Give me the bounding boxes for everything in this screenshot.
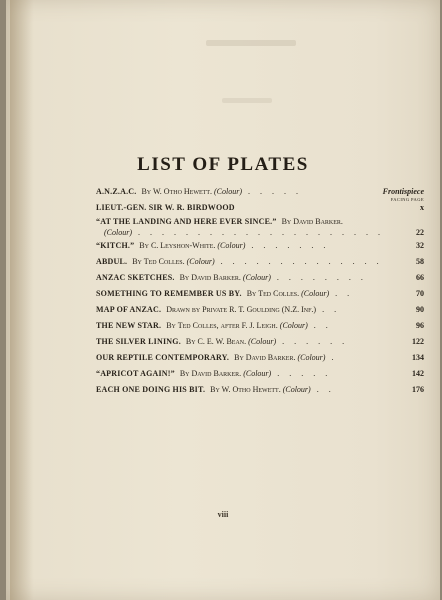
plate-credit: By Ted Colles. — [246, 289, 300, 298]
plate-credit: By David Barker. — [179, 369, 242, 378]
dot-leader: . . . . . . . . . . . . . . . . . . . . . — [138, 228, 384, 237]
plate-credit: By C. Leyshon-White. — [139, 241, 216, 250]
plate-page: 32 — [416, 241, 424, 250]
plate-name: THE NEW STAR. — [96, 321, 162, 330]
dot-leader: . . . . . — [248, 187, 303, 196]
plate-name: THE SILVER LINING. — [96, 337, 181, 346]
plate-credit: Drawn by Private R. T. Goulding (N.Z. Inf.) — [166, 305, 317, 314]
plate-page: 96 — [416, 321, 424, 330]
plate-credit: By W. Otho Hewett. — [210, 385, 281, 394]
plate-name: MAP OF ANZAC. — [96, 305, 162, 314]
plate-credit: By David Barker. — [179, 273, 241, 282]
plate-page: 70 — [416, 289, 424, 298]
dot-leader: . — [331, 353, 338, 362]
plate-page: 176 — [412, 385, 424, 394]
plate-name: ANZAC SKETCHES. — [96, 273, 175, 282]
book-page — [6, 0, 440, 600]
plate-name: LIEUT.-GEN. SIR W. R. BIRDWOOD — [96, 203, 235, 212]
plate-name: SOMETHING TO REMEMBER US BY. — [96, 289, 242, 298]
facing-page-label: FACING PAGE — [390, 197, 424, 202]
plate-entry — [96, 216, 426, 238]
plate-name: EACH ONE DOING HIS BIT. — [96, 385, 206, 394]
plate-entry — [96, 184, 426, 200]
plate-name: A.N.Z.A.C. — [96, 187, 137, 196]
bleed-through-mark — [222, 98, 272, 103]
plate-entry — [96, 302, 426, 318]
plate-entry — [96, 270, 426, 286]
plate-note: (Colour) — [104, 228, 132, 237]
plate-note: (Colour) — [243, 369, 272, 378]
plate-entry — [96, 350, 426, 366]
plate-name: OUR REPTILE CONTEMPORARY. — [96, 353, 230, 362]
page-title: LIST OF PLATES — [137, 154, 309, 175]
plate-credit: By David Barker. — [281, 217, 343, 226]
plate-note: (Colour) — [282, 385, 311, 394]
dot-leader: . . . . . . . — [251, 241, 330, 250]
plate-page: 122 — [412, 337, 424, 346]
plate-page: 66 — [416, 273, 424, 282]
plate-page: x — [420, 203, 424, 212]
dot-leader: . . — [313, 321, 332, 330]
plate-credit: By Ted Colles, after F. J. Leigh. — [166, 321, 278, 330]
plate-page: 58 — [416, 257, 424, 266]
plate-note: (Colour) — [214, 187, 243, 196]
dot-leader: . . . . . — [277, 369, 332, 378]
plate-page: Frontispiece — [382, 187, 424, 196]
plates-list — [96, 184, 426, 398]
plate-entry — [96, 334, 426, 350]
plate-entry — [96, 254, 426, 270]
plate-entry — [96, 382, 426, 398]
plate-page: 142 — [412, 369, 424, 378]
plate-page: 22 — [416, 228, 424, 237]
page-folio: viii — [217, 510, 229, 519]
plate-entry — [96, 200, 426, 216]
dot-leader: . . . . . . . . — [276, 273, 367, 282]
dot-leader: . . — [335, 289, 354, 298]
dot-leader: . . . . . . — [282, 337, 349, 346]
plate-entry — [96, 286, 426, 302]
plate-note: (Colour) — [248, 337, 277, 346]
plate-name: ABDUL. — [96, 257, 128, 266]
plate-name: “AT THE LANDING AND HERE EVER SINCE.” — [96, 217, 277, 226]
plate-entry — [96, 238, 426, 254]
dot-leader: . . — [316, 385, 335, 394]
plate-credit: By C. E. W. Bean. — [185, 337, 247, 346]
plate-entry — [96, 318, 426, 334]
plate-note: (Colour) — [217, 241, 246, 250]
dot-leader: . . — [322, 305, 341, 314]
plate-entry — [96, 366, 426, 382]
plate-name: “KITCH.” — [96, 241, 135, 250]
plate-note: (Colour) — [297, 353, 326, 362]
bleed-through-mark — [206, 40, 296, 46]
plate-page: 90 — [416, 305, 424, 314]
plate-name: “APRICOT AGAIN!” — [96, 369, 175, 378]
plate-note: (Colour) — [301, 289, 330, 298]
plate-credit: By David Barker. — [234, 353, 296, 362]
plate-credit: By W. Otho Hewett. — [141, 187, 213, 196]
plate-note: (Colour) — [186, 257, 215, 266]
plate-note: (Colour) — [242, 273, 271, 282]
plate-page: 134 — [412, 353, 424, 362]
dot-leader: . . . . . . . . . . . . . . — [220, 257, 383, 266]
plate-note: (Colour) — [279, 321, 308, 330]
plate-credit: By Ted Colles. — [132, 257, 185, 266]
